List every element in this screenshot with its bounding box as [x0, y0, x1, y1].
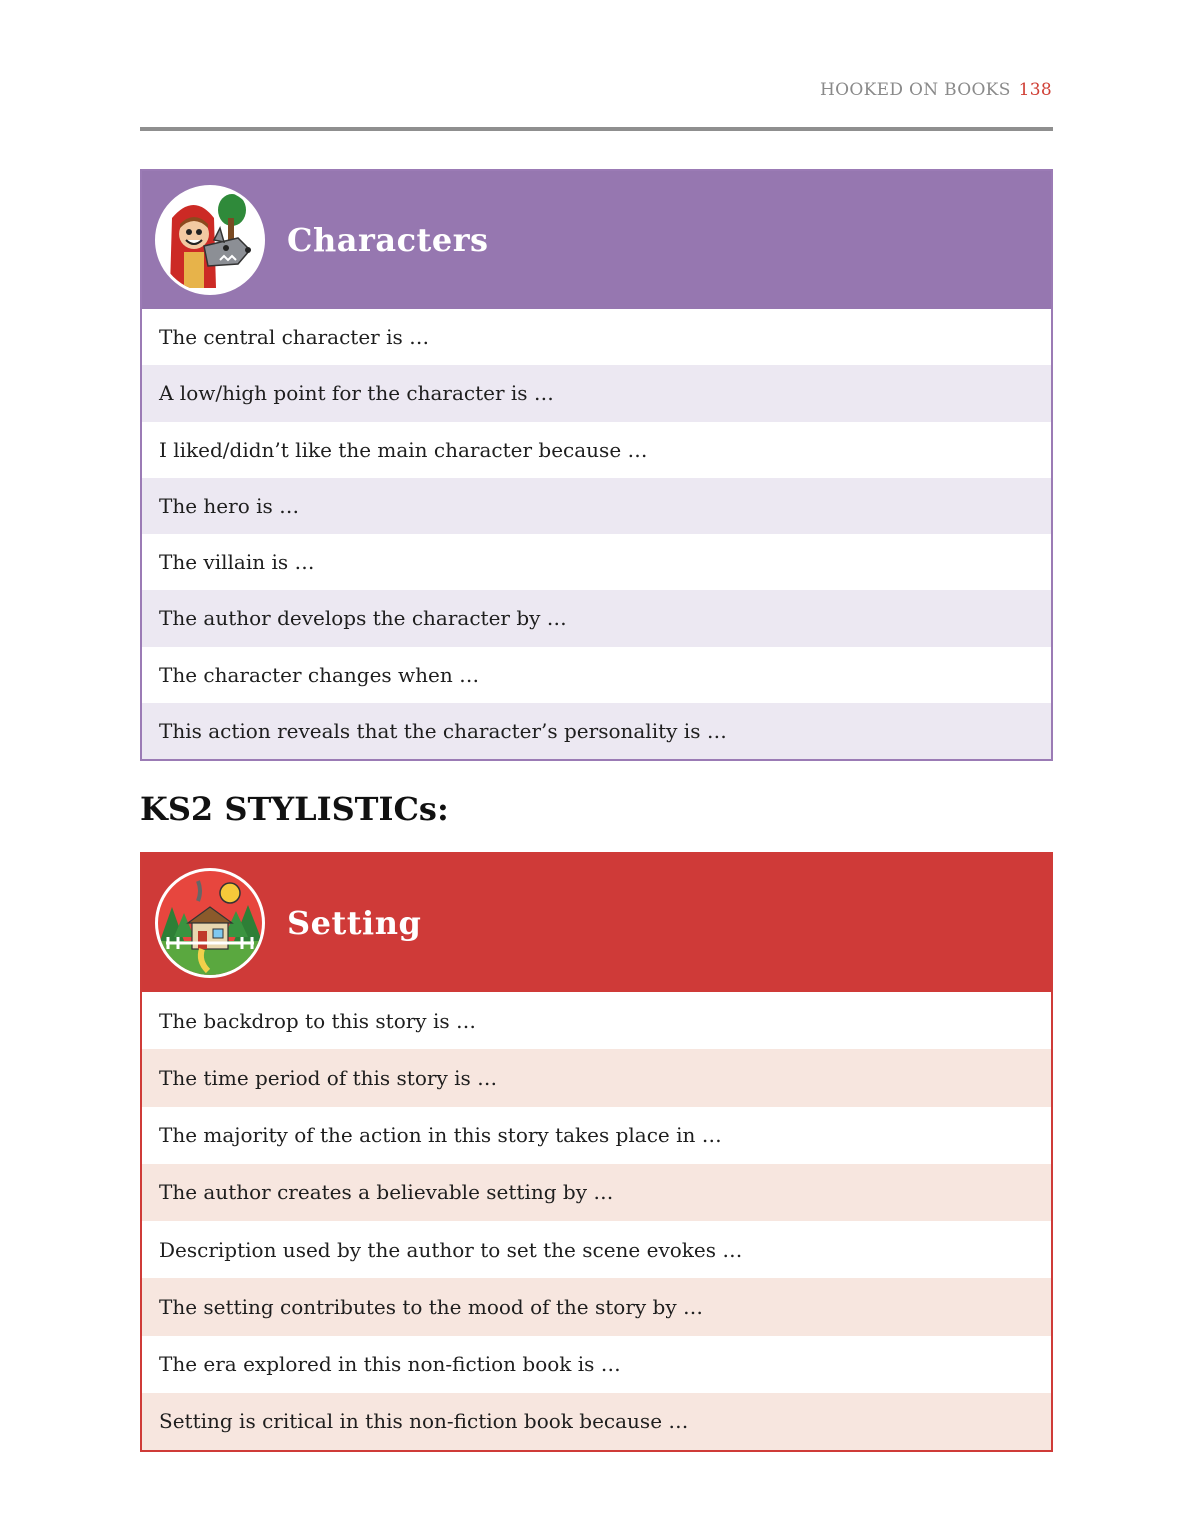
characters-panel-header	[142, 171, 1051, 309]
list-item: Setting is critical in this non-fiction book because …	[142, 1393, 1051, 1450]
running-head	[820, 80, 1052, 100]
list-item: The majority of the action in this story takes place in …	[159, 1123, 722, 1148]
list-item: The backdrop to this story is …	[159, 1008, 476, 1033]
cottage-in-woods-icon	[155, 868, 265, 978]
list-item: This action reveals that the character’s personality is …	[142, 703, 1051, 759]
running-title: HOOKED ON BOOKS	[820, 80, 1011, 100]
characters-prompt-list	[142, 309, 1051, 759]
header-rule	[140, 127, 1053, 131]
setting-prompt-list	[142, 992, 1051, 1450]
characters-title: Characters	[287, 221, 489, 259]
list-item: Description used by the author to set the scene evokes …	[159, 1237, 743, 1262]
list-item: The character changes when …	[159, 662, 480, 687]
section-heading: KS2 STYLISTICs:	[140, 790, 449, 828]
list-item: The time period of this story is …	[142, 1049, 1051, 1106]
list-item: The central character is …	[159, 325, 430, 350]
list-item: The setting contributes to the mood of the story by …	[142, 1278, 1051, 1335]
red-riding-hood-and-wolf-icon	[155, 185, 265, 295]
page-number: 138	[1018, 80, 1052, 100]
setting-title: Setting	[287, 904, 422, 942]
characters-panel	[140, 169, 1053, 761]
list-item: The author creates a believable setting by …	[142, 1164, 1051, 1221]
setting-panel-header	[142, 854, 1051, 992]
setting-panel	[140, 852, 1053, 1452]
list-item: A low/high point for the character is …	[142, 365, 1051, 421]
list-item: The author develops the character by …	[142, 590, 1051, 646]
list-item: The hero is …	[142, 478, 1051, 534]
list-item: The villain is …	[159, 550, 315, 575]
list-item: I liked/didn’t like the main character because …	[159, 437, 648, 462]
list-item: The era explored in this non-fiction book is …	[159, 1352, 621, 1377]
